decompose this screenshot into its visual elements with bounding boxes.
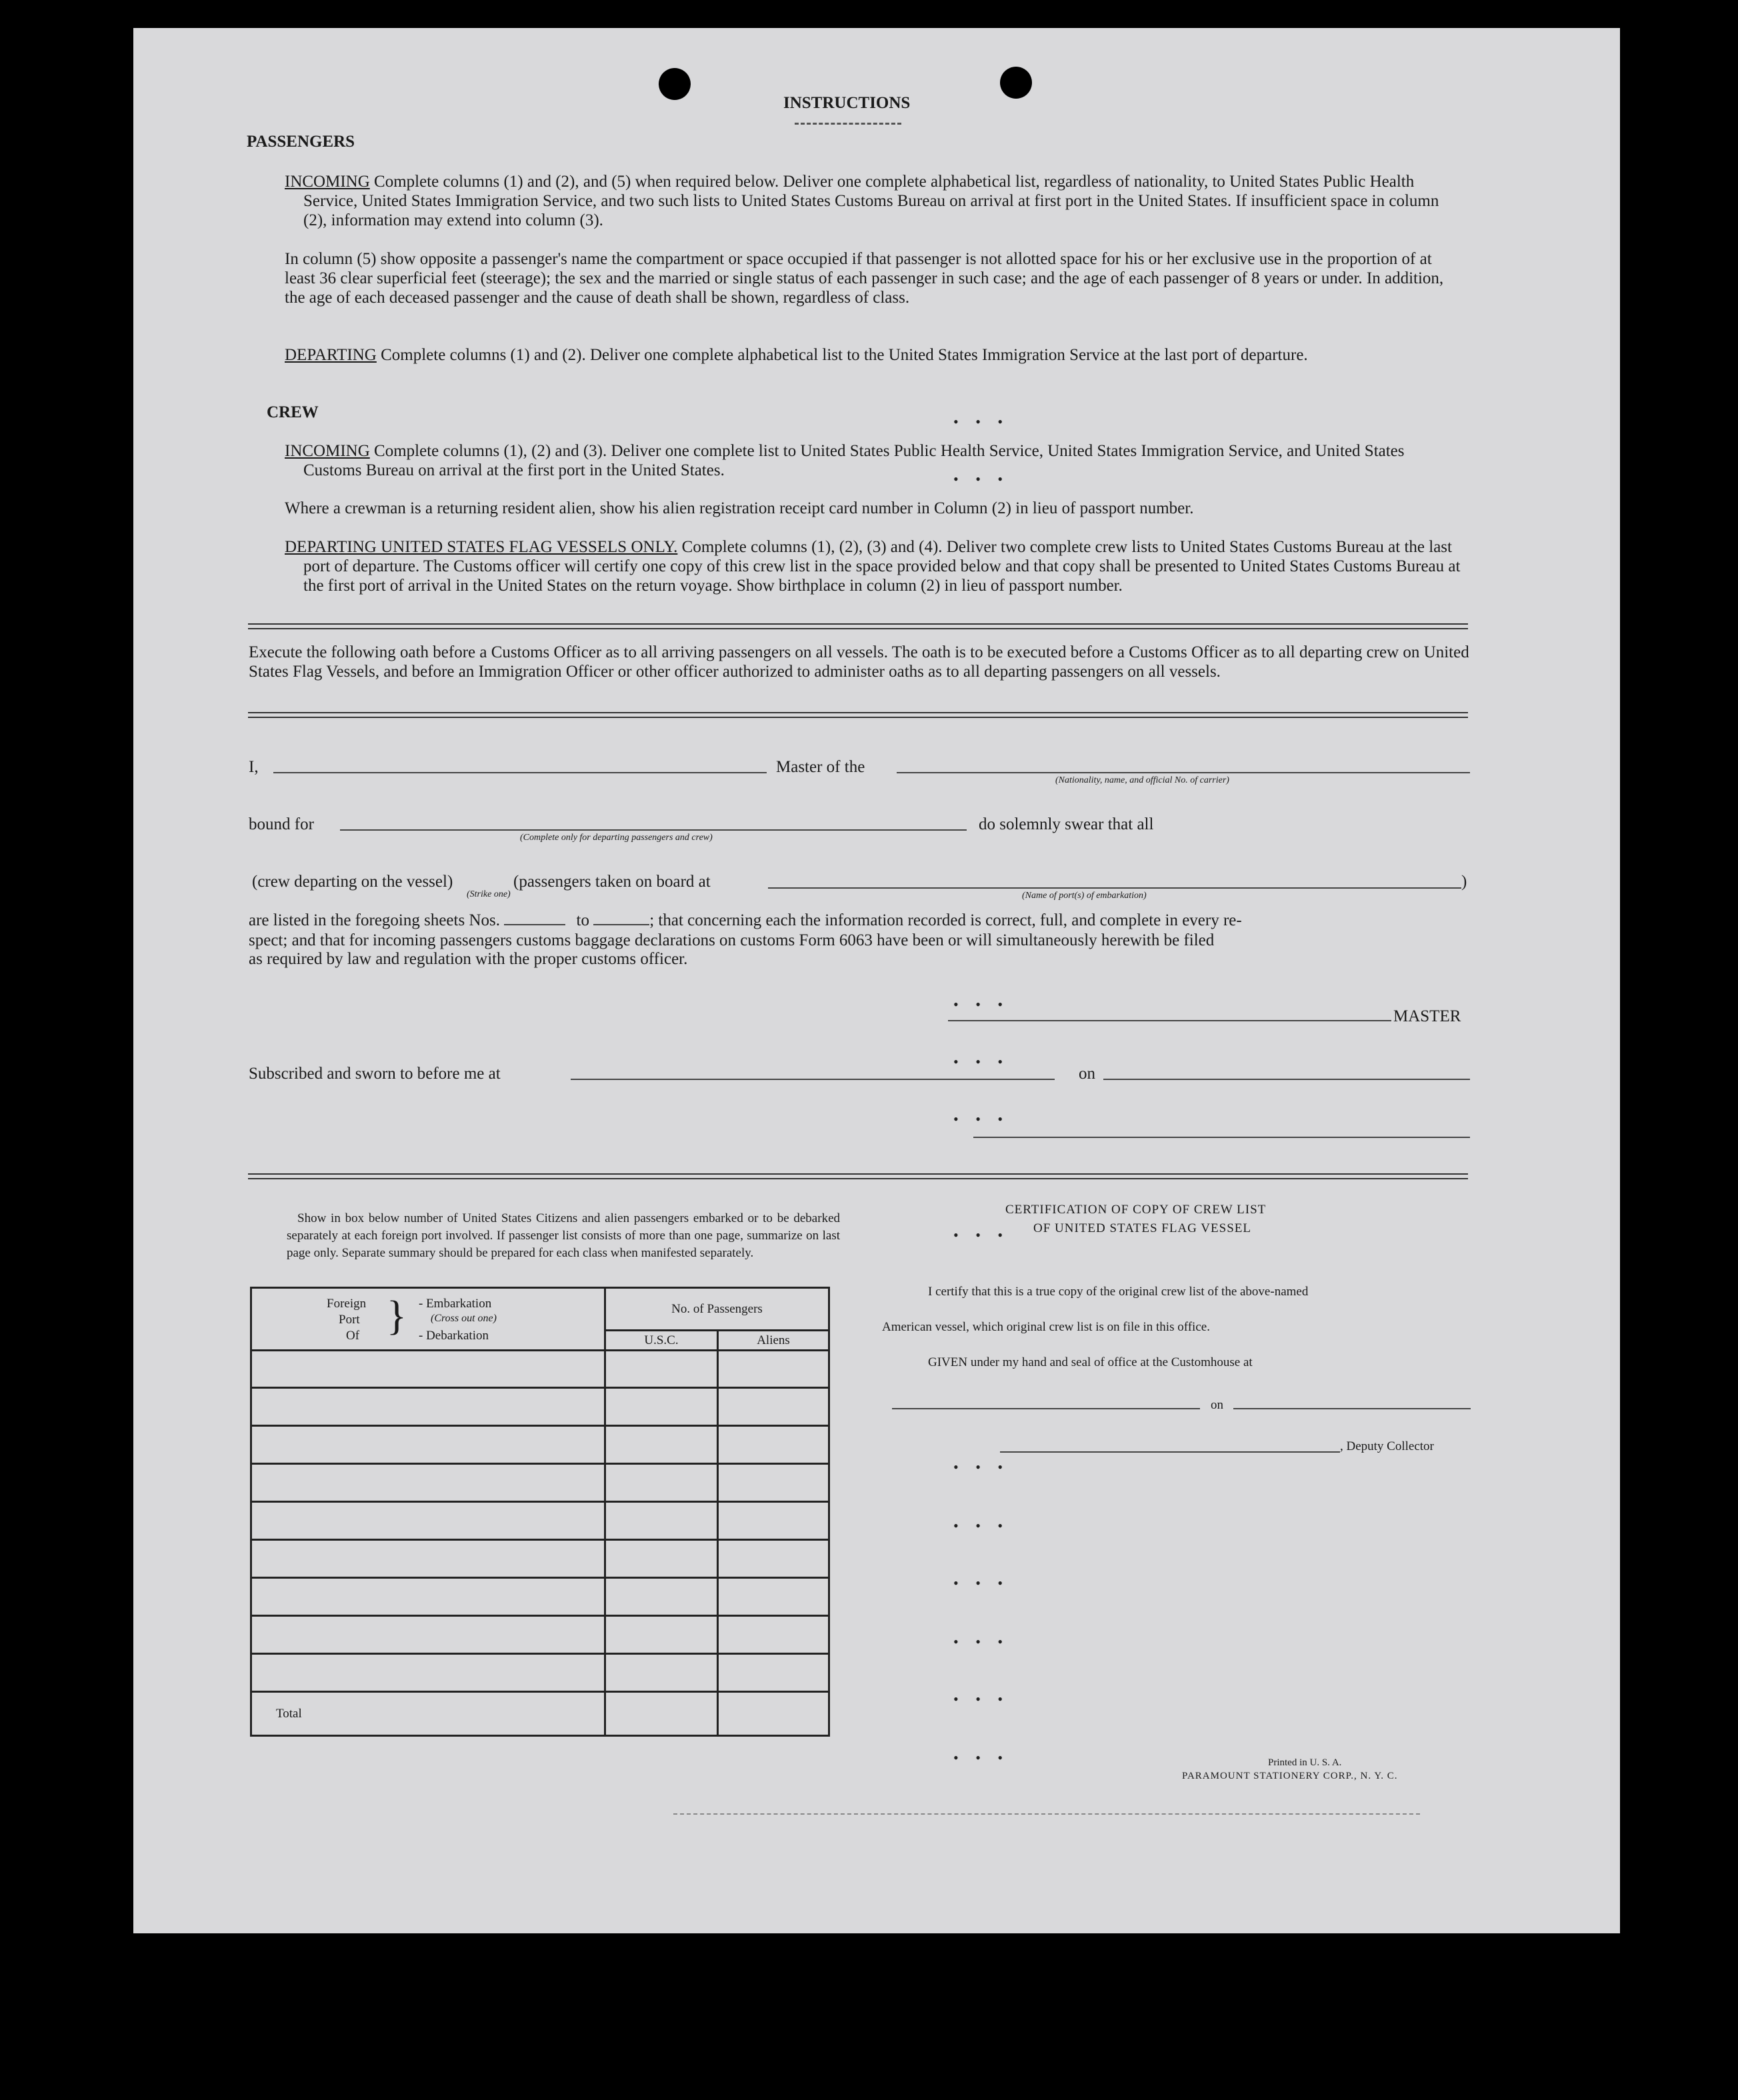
- table-row: [251, 1502, 829, 1540]
- certification-on-label: on: [1211, 1398, 1223, 1412]
- port-label: Port: [339, 1313, 360, 1327]
- port-cell[interactable]: [251, 1578, 605, 1616]
- table-row: [251, 1616, 829, 1654]
- bleed-through-marks: • • •: [953, 413, 1010, 430]
- table-row: [251, 1540, 829, 1578]
- passengers-departing-label: DEPARTING: [285, 346, 377, 364]
- listed-sheets-label: are listed in the foregoing sheets Nos.: [249, 911, 500, 929]
- passengers-departing-instructions: [285, 345, 1467, 365]
- aliens-cell[interactable]: [718, 1578, 829, 1616]
- summary-instructions: Show in box below number of United States Citizens and alien passengers embarked or to be debarked separately at each foreign port involved. If passenger list consists of more than one page, summarize on last page only. Separate summary should be prepared for each class when manifested separately.: [287, 1211, 840, 1260]
- listed-sheets-line: [249, 911, 1472, 930]
- strike-one-caption: (Strike one): [467, 889, 511, 899]
- aliens-cell[interactable]: [718, 1464, 829, 1502]
- table-row: [251, 1578, 829, 1616]
- aliens-cell[interactable]: [718, 1502, 829, 1540]
- port-cell[interactable]: [251, 1464, 605, 1502]
- bleed-through-marks: • • •: [953, 471, 1010, 487]
- certification-line-3: GIVEN under my hand and seal of office at the Customhouse at: [928, 1355, 1253, 1369]
- crew-resident-alien-instructions: Where a crewman is a returning resident alien, show his alien registration receipt card number in Column (2) in lieu of passport number.: [285, 499, 1194, 517]
- deputy-signature-field[interactable]: [1000, 1451, 1340, 1453]
- bleed-through-marks: • • •: [953, 1633, 1010, 1650]
- master-label: MASTER: [1393, 1007, 1461, 1025]
- usc-cell[interactable]: [605, 1426, 718, 1464]
- passengers-departing-text: Complete columns (1) and (2). Deliver one complete alphabetical list to the United States Immigration Service at the last port of departure.: [381, 346, 1308, 364]
- aliens-cell[interactable]: [718, 1616, 829, 1654]
- usc-cell[interactable]: [605, 1578, 718, 1616]
- certification-title-2: OF UNITED STATES FLAG VESSEL: [1033, 1221, 1251, 1235]
- passengers-heading: PASSENGERS: [247, 133, 355, 151]
- table-row: [251, 1464, 829, 1502]
- table-row: [251, 1654, 829, 1692]
- officer-signature-field[interactable]: [973, 1137, 1470, 1138]
- close-paren: ): [1461, 873, 1467, 891]
- master-of-label: Master of the: [776, 758, 865, 776]
- usc-cell[interactable]: [605, 1540, 718, 1578]
- usc-cell[interactable]: [605, 1351, 718, 1388]
- passenger-summary-table: [250, 1287, 830, 1737]
- crew-departing-option[interactable]: (crew departing on the vessel): [252, 873, 453, 891]
- port-cell[interactable]: [251, 1502, 605, 1540]
- listed-text-1: ; that concerning each the information recorded is correct, full, and complete in every re-: [649, 911, 1242, 929]
- bound-for-label: bound for: [249, 815, 314, 833]
- crew-departing-label: DEPARTING UNITED STATES FLAG VESSELS ONLY.: [285, 538, 678, 556]
- bleed-through-marks: • • •: [953, 996, 1010, 1013]
- master-name-field[interactable]: [273, 772, 767, 773]
- oath-intro: Execute the following oath before a Customs Officer as to all arriving passengers on all vessels. The oath is to be executed before a Customs Officer as to all departing crew on United States Flag Vessels, and before an Immigration Officer or other officer authorized to administer oaths as to all departing passengers on all vessels.: [249, 643, 1469, 681]
- table-row: [251, 1388, 829, 1426]
- printed-in-label: Printed in U. S. A.: [1268, 1757, 1342, 1768]
- carrier-field[interactable]: [897, 772, 1470, 773]
- cross-out-caption: (Cross out one): [431, 1313, 497, 1324]
- bleed-through-marks: • • •: [953, 1111, 1010, 1127]
- listed-text-2: spect; and that for incoming passengers customs baggage declarations on customs Form 6063 have been or will simultaneously herewith be filed: [249, 931, 1215, 949]
- deputy-collector-label: , Deputy Collector: [1340, 1439, 1434, 1453]
- bleed-through-marks: • • •: [953, 1227, 1010, 1243]
- crew-incoming-text: Complete columns (1), (2) and (3). Deliver one complete list to United States Public Health Service, United States Immigration Service, and United States Customs Bureau on arrival at the first port in the United States.: [303, 442, 1405, 479]
- of-label: Of: [346, 1329, 360, 1343]
- certification-line-1: I certify that this is a true copy of the original crew list of the above-named: [928, 1285, 1309, 1299]
- crew-heading: CREW: [267, 403, 319, 421]
- usc-cell[interactable]: [605, 1502, 718, 1540]
- bleed-through-marks: • • •: [953, 1053, 1010, 1070]
- aliens-cell[interactable]: [718, 1540, 829, 1578]
- subscribed-label: Subscribed and sworn to before me at: [249, 1065, 501, 1083]
- certification-line-2: American vessel, which original crew list is on file in this office.: [882, 1320, 1210, 1334]
- sworn-place-field[interactable]: [571, 1079, 1055, 1080]
- swear-text: do solemnly swear that all: [979, 815, 1154, 833]
- bleed-through-dash: [673, 1813, 1420, 1815]
- usc-header: U.S.C.: [605, 1331, 718, 1351]
- table-row: [251, 1426, 829, 1464]
- punch-hole-left: [659, 68, 691, 100]
- passengers-column5-instructions: In column (5) show opposite a passenger's name the compartment or space occupied if that passenger is not allotted space for his or her exclusive use in the proportion of at least 36 clear superficial feet (steerage); the sex and the married or single status of each passenger in such case; and the age of each passenger of 8 years or under. In addition, the age of each deceased passenger and the cause of death shall be shown, regardless of class.: [285, 250, 1444, 307]
- passengers-incoming-instructions: [285, 172, 1467, 230]
- aliens-cell[interactable]: [718, 1654, 829, 1692]
- crew-departing-instructions: [285, 537, 1467, 595]
- title-underline: [795, 123, 901, 125]
- listed-text-3: as required by law and regulation with the proper customs officer.: [249, 950, 688, 968]
- divider-top: [248, 623, 1468, 629]
- passengers-incoming-label: INCOMING: [285, 173, 370, 191]
- crew-incoming-label: INCOMING: [285, 442, 370, 460]
- port-cell[interactable]: [251, 1616, 605, 1654]
- debarkation-option[interactable]: - Debarkation: [419, 1329, 489, 1343]
- customhouse-field[interactable]: [892, 1408, 1200, 1409]
- crew-incoming-instructions: [285, 441, 1467, 480]
- oath-i-label: I,: [249, 758, 259, 776]
- ports-caption: (Name of port(s) of embarkation): [1022, 891, 1147, 901]
- printer-company-label: PARAMOUNT STATIONERY CORP., N. Y. C.: [1182, 1771, 1398, 1781]
- master-signature-field[interactable]: [948, 1020, 1391, 1021]
- bleed-through-marks: • • •: [953, 1749, 1010, 1766]
- total-label: Total: [251, 1692, 605, 1736]
- port-cell[interactable]: [251, 1654, 605, 1692]
- port-cell[interactable]: [251, 1426, 605, 1464]
- port-cell[interactable]: [251, 1351, 605, 1388]
- usc-cell[interactable]: [605, 1654, 718, 1692]
- bleed-through-marks: • • •: [953, 1575, 1010, 1591]
- total-row: [251, 1692, 829, 1736]
- instructions-title: INSTRUCTIONS: [783, 94, 911, 112]
- sworn-on-label: on: [1079, 1065, 1095, 1083]
- embarkation-option[interactable]: - Embarkation: [419, 1297, 492, 1311]
- certification-date-field[interactable]: [1233, 1408, 1471, 1409]
- punch-hole-right: [1000, 67, 1032, 99]
- sworn-date-field[interactable]: [1103, 1079, 1470, 1080]
- embarkation-ports-field[interactable]: [768, 887, 1461, 889]
- bleed-through-marks: • • •: [953, 1517, 1010, 1534]
- usc-cell[interactable]: [605, 1616, 718, 1654]
- bleed-through-marks: • • •: [953, 1691, 1010, 1707]
- bound-for-field[interactable]: [340, 829, 967, 831]
- foreign-label: Foreign: [327, 1297, 367, 1311]
- port-cell[interactable]: [251, 1388, 605, 1426]
- listed-to-label: to: [576, 911, 589, 929]
- passengers-taken-option[interactable]: (passengers taken on board at: [513, 873, 711, 891]
- usc-total-cell[interactable]: [605, 1692, 718, 1736]
- aliens-cell[interactable]: [718, 1351, 829, 1388]
- usc-cell[interactable]: [605, 1388, 718, 1426]
- aliens-total-cell[interactable]: [718, 1692, 829, 1736]
- aliens-cell[interactable]: [718, 1426, 829, 1464]
- no-passengers-header: No. of Passengers: [605, 1288, 829, 1331]
- aliens-header: Aliens: [718, 1331, 829, 1351]
- certification-title-1: CERTIFICATION OF COPY OF CREW LIST: [1005, 1203, 1267, 1217]
- passengers-incoming-text: Complete columns (1) and (2), and (5) when required below. Deliver one complete alphabetical list, regardless of nationality, to United States Public Health Service, United States Immigration Service, and two such lists to United States Customs Bureau on arrival at first port in the United States. If insufficient space in column (2), information may extend into column (3).: [303, 173, 1439, 229]
- brace-glyph: }: [387, 1293, 407, 1339]
- carrier-caption: (Nationality, name, and official No. of carrier): [1055, 775, 1229, 785]
- bleed-through-marks: • • •: [953, 1459, 1010, 1475]
- bound-for-caption: (Complete only for departing passengers and crew): [520, 833, 713, 843]
- usc-cell[interactable]: [605, 1464, 718, 1502]
- port-cell[interactable]: [251, 1540, 605, 1578]
- table-row: [251, 1351, 829, 1388]
- divider-oath: [248, 712, 1468, 718]
- sheet-from-field[interactable]: [504, 911, 565, 925]
- crew-departing-text: Complete columns (1), (2), (3) and (4). Deliver two complete crew lists to United States Customs Bureau at the last port of departure. The Customs officer will certify one copy of this crew list in the space provided below and that copy shall be presented to United States Customs Bureau at the first port of arrival in the United States on the return voyage. Show birthplace in column (2) in lieu of passport number.: [303, 538, 1461, 595]
- divider-bottom: [248, 1173, 1468, 1179]
- sheet-to-field[interactable]: [593, 911, 649, 925]
- aliens-cell[interactable]: [718, 1388, 829, 1426]
- port-header: [251, 1288, 605, 1351]
